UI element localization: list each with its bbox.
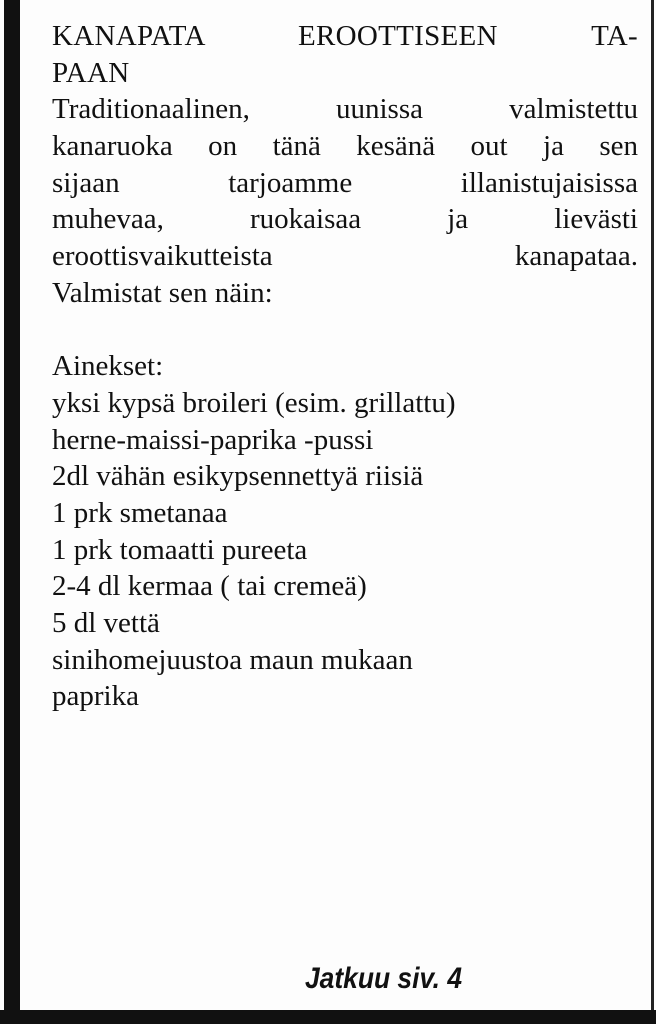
title-line: PAAN: [52, 56, 130, 89]
intro-line: muhevaa, ruokaisaa ja lievästi: [52, 203, 638, 236]
title-line: KANAPATA EROOTTISEEN TA-: [52, 20, 638, 52]
intro-line: kanaruoka on tänä kesänä out ja sen: [52, 130, 638, 163]
bottom-border: [0, 1010, 656, 1024]
article-body: [52, 18, 638, 715]
intro-line: eroottisvaikutteista kanapataa.: [52, 240, 638, 273]
left-border: [4, 0, 20, 1024]
intro-line: Traditionaalinen, uunissa valmistettu: [52, 93, 638, 126]
continued-note: Jatkuu siv. 4: [305, 962, 463, 995]
ingredient-item: herne-maissi-paprika -pussi: [52, 423, 374, 456]
intro-line: sijaan tarjoamme illanistujaisissa: [52, 166, 638, 199]
right-border: [651, 0, 654, 1024]
intro-line: Valmistat sen näin:: [52, 276, 273, 309]
ingredient-item: 1 prk smetanaa: [52, 496, 228, 529]
ingredients-heading: Ainekset:: [52, 350, 164, 383]
ingredient-item: sinihomejuustoa maun mukaan: [52, 643, 413, 676]
ingredient-item: yksi kypsä broileri (esim. grillattu): [52, 386, 456, 419]
ingredient-item: 2dl vähän esikypsennettyä riisiä: [52, 460, 424, 493]
ingredient-item: paprika: [52, 680, 139, 713]
ingredient-item: 1 prk tomaatti pureeta: [52, 533, 308, 566]
ingredient-item: 5 dl vettä: [52, 607, 160, 639]
ingredient-item: 2-4 dl kermaa ( tai cremeä): [52, 570, 367, 603]
